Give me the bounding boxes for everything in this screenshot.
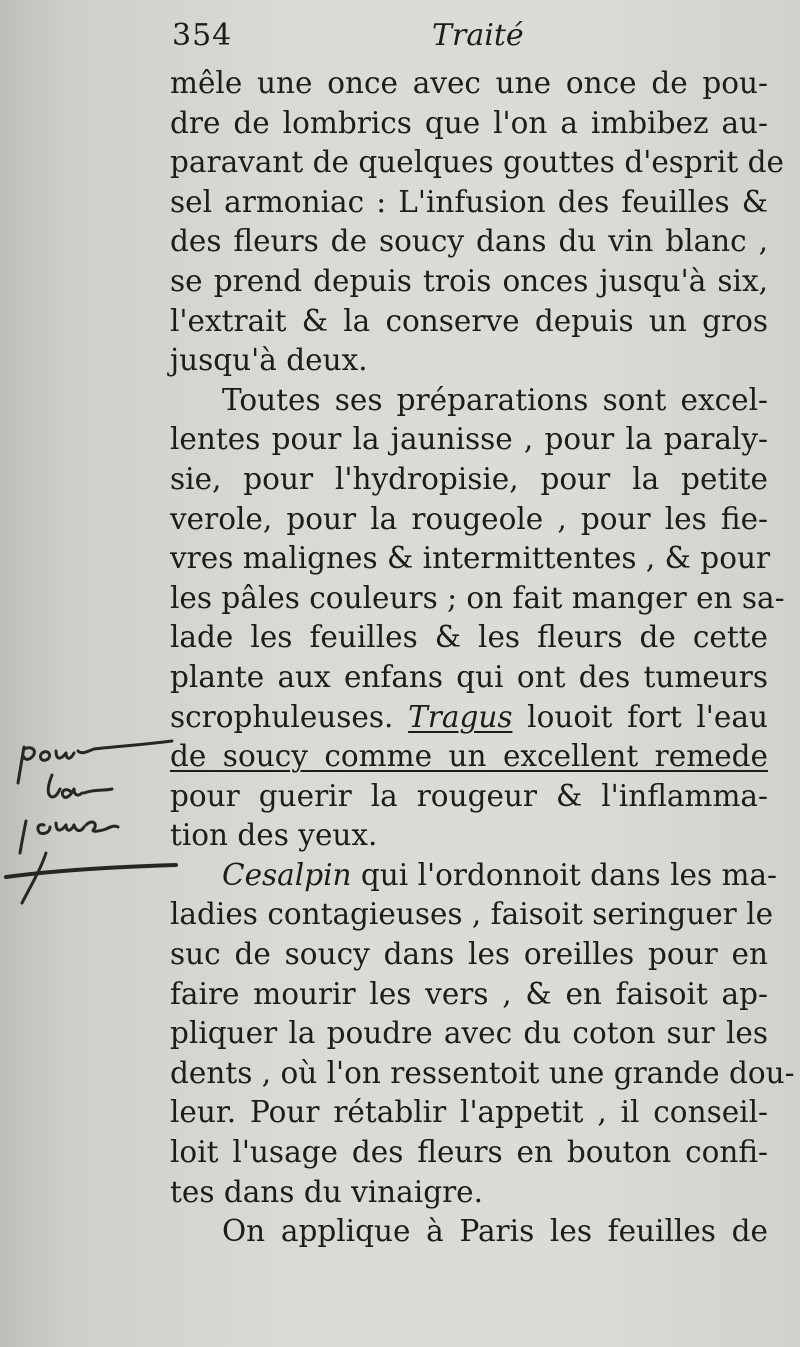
text-line: l'extrait & la conserve depuis un gros bbox=[170, 303, 768, 338]
text-line: lentes pour la jaunisse , pour la paraly- bbox=[170, 422, 768, 457]
text-segment: louoit fort l'eau bbox=[527, 699, 768, 734]
handwritten-margin-note bbox=[0, 735, 180, 915]
text-line: lade les feuilles & les fleurs de cette bbox=[170, 620, 768, 655]
text-line: des fleurs de soucy dans du vin blanc , bbox=[170, 224, 768, 259]
text-line: jusqu'à deux. bbox=[170, 343, 368, 378]
text-line-with-name bbox=[170, 698, 768, 738]
text-line: pour guerir la rougeur & l'inflamma- bbox=[170, 778, 768, 813]
text-line: vres malignes & intermittentes , & pour bbox=[170, 541, 771, 576]
underlined-text-line: de soucy comme un excellent remede bbox=[170, 739, 768, 774]
paragraph-start-line: On applique à Paris les feuilles de bbox=[222, 1214, 768, 1249]
text-line: dre de lombrics que l'on a imbibez au- bbox=[170, 105, 768, 140]
paragraph-start-line bbox=[170, 856, 778, 896]
paragraph-start-line: Toutes ses préparations sont excel- bbox=[222, 382, 768, 417]
page-header bbox=[170, 18, 770, 58]
text-line: sie, pour l'hydropisie, pour la petite bbox=[170, 461, 768, 496]
text-line: verole, pour la rougeole , pour les fie- bbox=[170, 501, 768, 536]
author-name-tragus: Tragus bbox=[408, 699, 513, 734]
handwriting-stroke bbox=[20, 821, 118, 853]
text-line: tes dans du vinaigre. bbox=[170, 1174, 484, 1209]
text-line: mêle une once avec une once de pou- bbox=[170, 66, 768, 100]
handwriting-stroke bbox=[18, 741, 172, 783]
author-name-cesalpin: Cesalpin bbox=[222, 857, 352, 892]
page-number: 354 bbox=[172, 18, 233, 53]
text-line: ladies contagieuses , faisoit seringuer le bbox=[170, 897, 774, 932]
text-segment: scrophuleuses. bbox=[170, 699, 394, 734]
text-line: plante aux enfans qui ont des tumeurs bbox=[170, 659, 768, 694]
running-title: Traité bbox=[432, 18, 524, 53]
text-line: dents , où l'on ressentoit une grande dou- bbox=[170, 1055, 795, 1090]
text-line: leur. Pour rétablir l'appetit , il conseil- bbox=[170, 1095, 768, 1130]
text-line: se prend depuis trois onces jusqu'à six, bbox=[170, 263, 768, 298]
body-text bbox=[170, 64, 795, 1252]
text-line: tion des yeux. bbox=[170, 818, 378, 853]
handwriting-stroke bbox=[48, 775, 112, 797]
text-line: faire mourir les vers , & en faisoit ap- bbox=[170, 976, 768, 1011]
text-line: paravant de quelques gouttes d'esprit de bbox=[170, 145, 784, 180]
text-line: les pâles couleurs ; on fait manger en sa- bbox=[170, 580, 785, 615]
text-segment: qui l'ordonnoit dans les ma- bbox=[360, 857, 778, 892]
text-line: loit l'usage des fleurs en bouton confi- bbox=[170, 1135, 768, 1170]
underline-stroke bbox=[6, 865, 176, 877]
text-line: sel armoniac : L'infusion des feuilles & bbox=[170, 184, 768, 219]
slash-stroke bbox=[22, 853, 46, 903]
text-line: suc de soucy dans les oreilles pour en bbox=[170, 937, 768, 972]
text-line: pliquer la poudre avec du coton sur les bbox=[170, 1016, 768, 1051]
